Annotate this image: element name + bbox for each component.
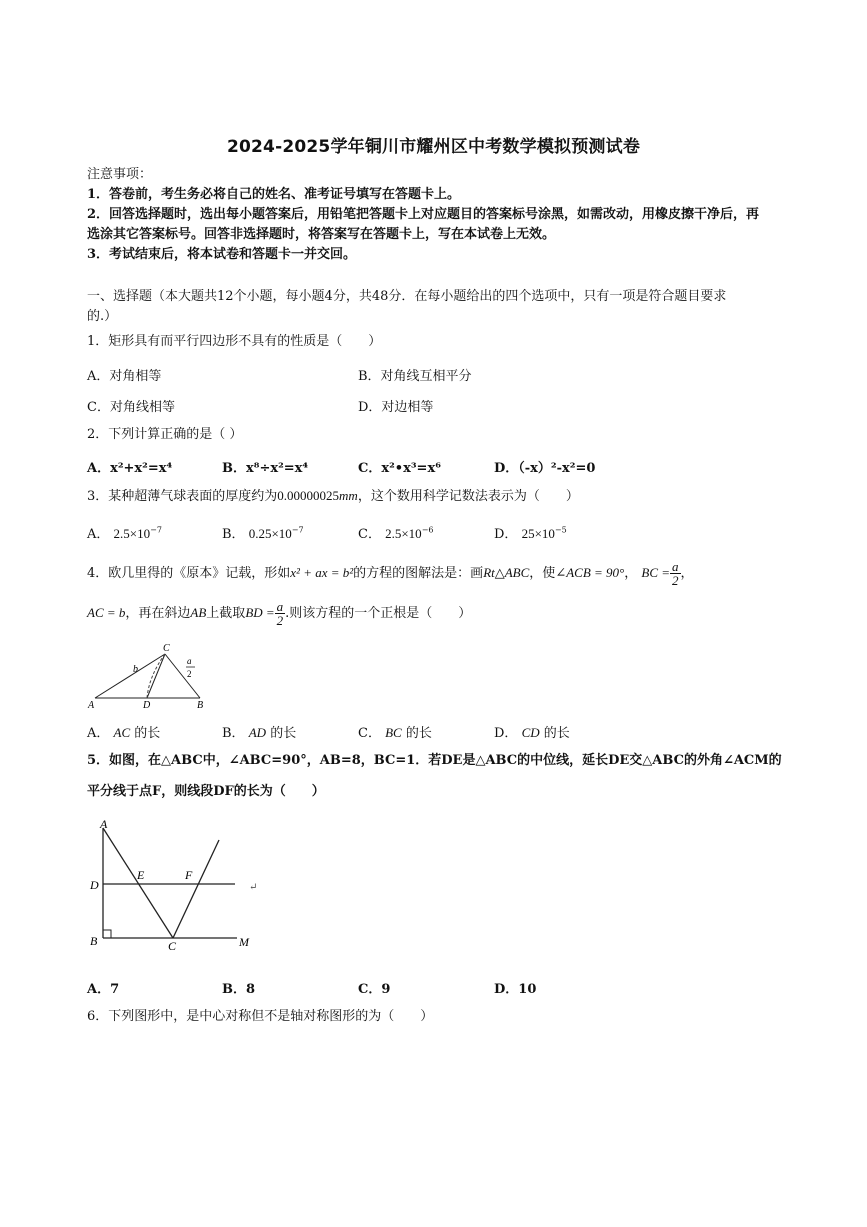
fig4-label-two: 2 bbox=[187, 669, 192, 679]
q4-option-c: C． BC 的长 bbox=[358, 725, 432, 741]
q2-option-b: B．x⁸÷x²=x⁴ bbox=[222, 461, 309, 476]
q3-option-d: D． $25\times 10^{-5}$ bbox=[494, 525, 567, 542]
fig4-label-a: a bbox=[187, 656, 192, 666]
q4-figure-triangle bbox=[85, 640, 215, 712]
fig5-label-C: C bbox=[168, 939, 177, 953]
q5-figure bbox=[85, 818, 265, 958]
page-title: 2024-2025学年铜川市耀州区中考数学模拟预测试卷 bbox=[226, 137, 641, 157]
q1-option-d: D．对边相等 bbox=[358, 400, 434, 415]
question-5-stem-line1: 5．如图，在△ABC中，∠ABC=90°，AB=8，BC=1．若DE是△ABC的中位线，延长DE交△ABC的外角∠ACM的 bbox=[87, 753, 782, 768]
question-4-stem-line2: AC = b，再在斜边AB上截取BD = $\frac{a}{2}$ .则该方程的一个正根是（ ） bbox=[87, 599, 472, 628]
q5-option-c: C．9 bbox=[358, 982, 391, 997]
notice-item-2: 2．回答选择题时，选出每小题答案后，用铅笔把答题卡上对应题目的答案标号涂黑，如需改动，用橡皮擦干净后，再 bbox=[87, 207, 760, 222]
notice-item-2-cont: 选涂其它答案标号。回答非选择题时，将答案写在答题卡上，写在本试卷上无效。 bbox=[87, 227, 556, 242]
fig5-label-D: D bbox=[90, 878, 99, 892]
fig5-label-F: F bbox=[185, 868, 193, 882]
q2-option-c: C．x²•x³=x⁶ bbox=[358, 461, 441, 476]
fig4-label-A: A bbox=[88, 700, 95, 711]
question-3-stem: 3．某种超薄气球表面的厚度约为0.00000025mm，这个数用科学记数法表示为（ ） bbox=[87, 488, 579, 504]
notice-item-3: 3．考试结束后，将本试卷和答题卡一并交回。 bbox=[87, 247, 357, 262]
fig4-label-c: C bbox=[163, 643, 170, 654]
q2-option-d: D．（-x）²-x²=0 bbox=[494, 461, 596, 476]
question-1-stem: 1．矩形具有而平行四边形不具有的性质是（ ） bbox=[87, 334, 382, 349]
fig4-label-b: b bbox=[133, 664, 138, 675]
return-mark-icon: ↵ bbox=[249, 882, 258, 893]
fig5-label-M: M bbox=[239, 935, 249, 949]
fig5-label-B: B bbox=[90, 934, 98, 948]
fig5-label-A: A bbox=[100, 818, 108, 831]
q3-option-a: A． $2.5\times 10^{-7}$ bbox=[87, 525, 162, 542]
question-2-stem: 2．下列计算正确的是（ ） bbox=[87, 427, 243, 442]
q4-option-a: A． AC 的长 bbox=[87, 725, 161, 741]
notice-heading: 注意事项： bbox=[87, 167, 153, 182]
notice-item-1: 1．答卷前，考生务必将自己的姓名、准考证号填写在答题卡上。 bbox=[87, 187, 461, 202]
section-heading-cont: 的.） bbox=[87, 309, 118, 324]
fig4-label-B: B bbox=[197, 700, 204, 711]
q2-option-a: A．x²+x²=x⁴ bbox=[87, 461, 173, 476]
fig5-label-E: E bbox=[137, 868, 145, 882]
q1-option-c: C．对角线相等 bbox=[87, 400, 175, 415]
q5-option-d: D．10 bbox=[494, 982, 537, 997]
q5-option-b: B．8 bbox=[222, 982, 256, 997]
question-5-stem-line2: 平分线于点F，则线段DF的长为（ ） bbox=[87, 784, 325, 799]
q1-option-a: A．对角相等 bbox=[87, 369, 162, 384]
question-6-stem: 6．下列图形中，是中心对称但不是轴对称图形的为（ ） bbox=[87, 1009, 434, 1024]
fig4-label-D: D bbox=[143, 700, 151, 711]
q4-option-d: D． CD 的长 bbox=[494, 725, 570, 741]
section-heading: 一、选择题（本大题共12个小题，每小题4分，共48分．在每小题给出的四个选项中，只有一项是符合题目要求 bbox=[87, 289, 727, 304]
q1-option-b: B．对角线互相平分 bbox=[358, 369, 472, 384]
q3-option-c: C． $2.5\times 10^{-6}$ bbox=[358, 525, 434, 542]
question-4-stem-line1: 4．欧几里得的《原本》记载，形如x² + ax = b²的方程的图解法是：画Rt△ABC，使∠ACB = 90°， BC = $\frac{a}{2}$ ， bbox=[87, 559, 694, 588]
q3-option-b: B． $0.25\times 10^{-7}$ bbox=[222, 525, 304, 542]
q4-option-b: B． AD 的长 bbox=[222, 725, 297, 741]
q5-option-a: A．7 bbox=[87, 982, 120, 997]
